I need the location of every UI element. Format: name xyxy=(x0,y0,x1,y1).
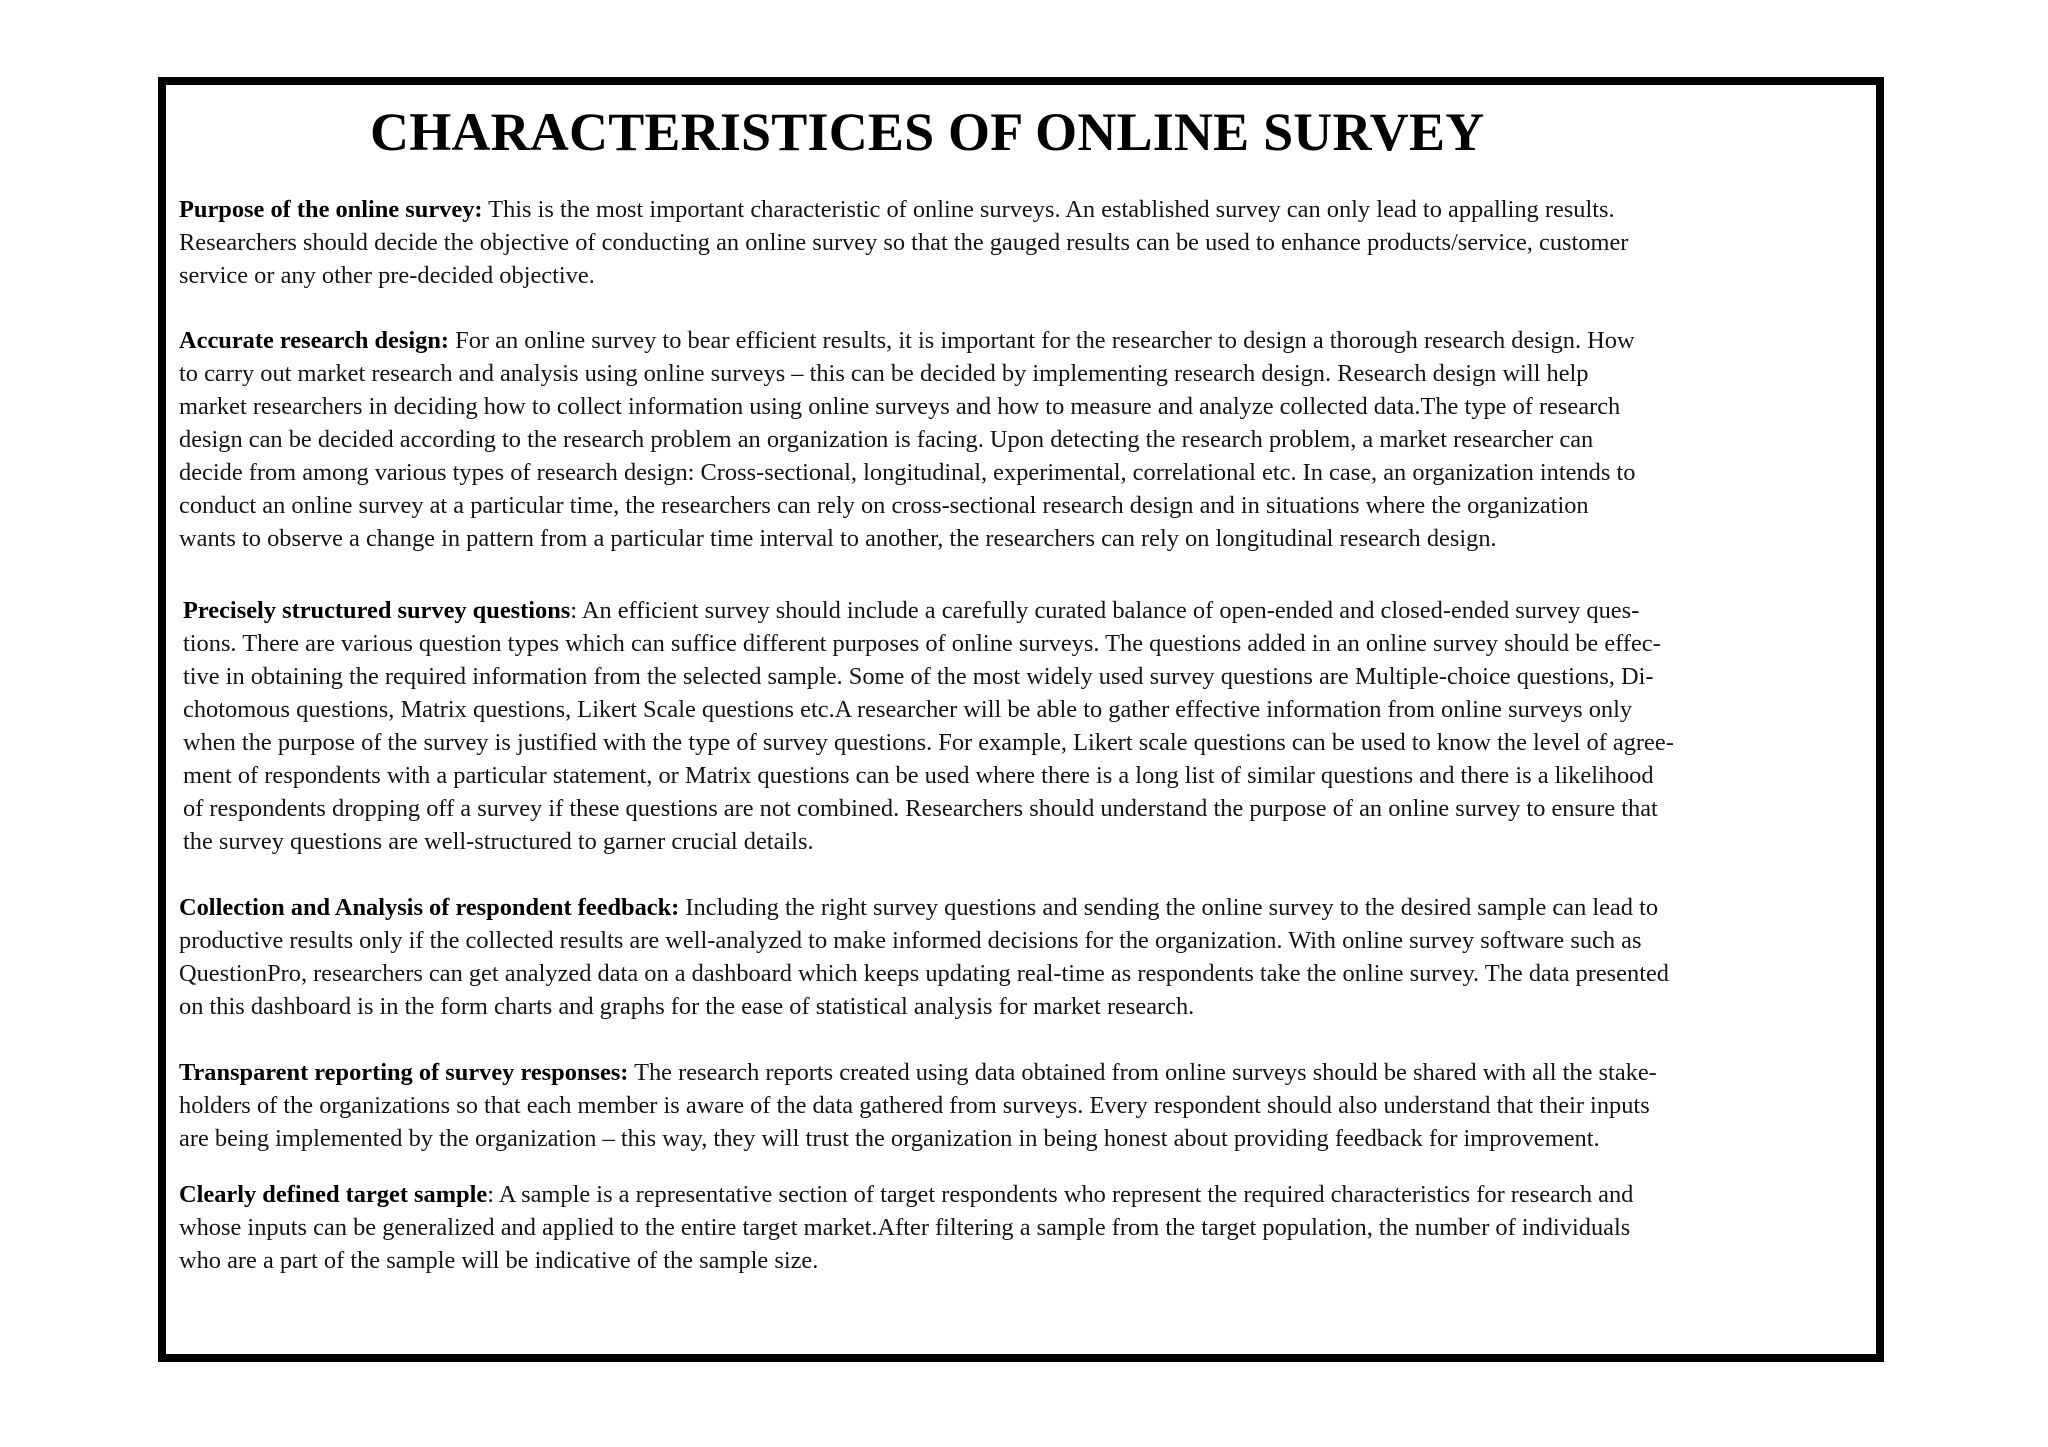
section-text: the survey questions are well-structured to garner crucial details. xyxy=(183,828,814,855)
section-text: conduct an online survey at a particular time, the researchers can rely on cross-sectional research design and in situations where the organization xyxy=(179,492,1589,519)
section-text: productive results only if the collected results are well-analyzed to make informed decisions for the organization. With online survey software such as xyxy=(179,927,1642,954)
section-text: chotomous questions, Matrix questions, Likert Scale questions etc.A researcher will be able to gather effective information from online surveys only xyxy=(183,696,1633,723)
section-text: For an online survey to bear efficient results, it is important for the researcher to design a thorough research design. How xyxy=(449,327,1635,354)
section-text: The research reports created using data obtained from online surveys should be shared with all the stake- xyxy=(628,1059,1657,1086)
section-purpose xyxy=(179,193,1628,292)
section-text: of respondents dropping off a survey if these questions are not combined. Researchers should understand the purpose of an online survey to ensure that xyxy=(183,795,1658,822)
section-text: service or any other pre-decided objective. xyxy=(179,262,595,289)
section-research-design xyxy=(179,324,1635,555)
section-text: market researchers in deciding how to collect information using online surveys and how to measure and analyze collected data.The type of research xyxy=(179,393,1621,420)
section-text: tive in obtaining the required information from the selected sample. Some of the most widely used survey questions are Multiple-choice questions, Di- xyxy=(183,663,1654,690)
section-transparent-reporting xyxy=(179,1056,1657,1155)
section-heading: Precisely structured survey questions xyxy=(183,597,571,624)
section-text: ment of respondents with a particular statement, or Matrix questions can be used where there is a long list of similar questions and there is a likelihood xyxy=(183,762,1654,789)
section-heading: Collection and Analysis of respondent feedback: xyxy=(179,894,680,921)
section-line xyxy=(179,1178,1633,1211)
section-line xyxy=(179,1056,1657,1089)
section-feedback-analysis xyxy=(179,891,1669,1023)
section-text: on this dashboard is in the form charts and graphs for the ease of statistical analysis for market research. xyxy=(179,993,1195,1020)
section-heading: Transparent reporting of survey responses: xyxy=(179,1059,629,1086)
section-line xyxy=(183,594,1674,627)
section-text: who are a part of the sample will be indicative of the sample size. xyxy=(179,1247,819,1274)
section-text: when the purpose of the survey is justified with the type of survey questions. For example, Likert scale questions can be used to know the level of agree- xyxy=(183,729,1674,756)
section-text: Including the right survey questions and sending the online survey to the desired sample can lead to xyxy=(679,894,1659,921)
section-heading: Clearly defined target sample xyxy=(179,1181,488,1208)
section-text: decide from among various types of research design: Cross-sectional, longitudinal, experimental, correlational etc. In case, an organization intends to xyxy=(179,459,1636,486)
section-text: holders of the organizations so that each member is aware of the data gathered from surveys. Every respondent should also understand that their inputs xyxy=(179,1092,1650,1119)
section-text: : An efficient survey should include a carefully curated balance of open-ended and closed-ended survey ques- xyxy=(570,597,1640,624)
page-title: CHARACTERISTICES OF ONLINE SURVEY xyxy=(370,102,1485,162)
section-survey-questions xyxy=(183,594,1674,858)
section-target-sample xyxy=(179,1178,1633,1277)
section-text: This is the most important characteristic of online surveys. An established survey can only lead to appalling results. xyxy=(482,196,1615,223)
section-text: tions. There are various question types which can suffice different purposes of online surveys. The questions added in an online survey should be effec- xyxy=(183,630,1661,657)
section-heading: Purpose of the online survey: xyxy=(179,196,483,223)
section-text: design can be decided according to the research problem an organization is facing. Upon detecting the research problem, a market researcher can xyxy=(179,426,1594,453)
section-text: whose inputs can be generalized and applied to the entire target market.After filtering a sample from the target population, the number of individuals xyxy=(179,1214,1631,1241)
section-text: : A sample is a representative section of target respondents who represent the required characteristics for research and xyxy=(487,1181,1634,1208)
section-heading: Accurate research design: xyxy=(179,327,450,354)
section-line xyxy=(179,193,1628,226)
section-line xyxy=(179,324,1635,357)
section-text: wants to observe a change in pattern from a particular time interval to another, the researchers can rely on longitudinal research design. xyxy=(179,525,1497,552)
section-text: Researchers should decide the objective of conducting an online survey so that the gauged results can be used to enhance products/service, customer xyxy=(179,229,1629,256)
section-line xyxy=(179,891,1669,924)
section-text: QuestionPro, researchers can get analyzed data on a dashboard which keeps updating real-time as respondents take the online survey. The data presented xyxy=(179,960,1669,987)
section-text: to carry out market research and analysis using online surveys – this can be decided by implementing research design. Research design will help xyxy=(179,360,1589,387)
section-text: are being implemented by the organization – this way, they will trust the organization in being honest about providing feedback for improvement. xyxy=(179,1125,1600,1152)
